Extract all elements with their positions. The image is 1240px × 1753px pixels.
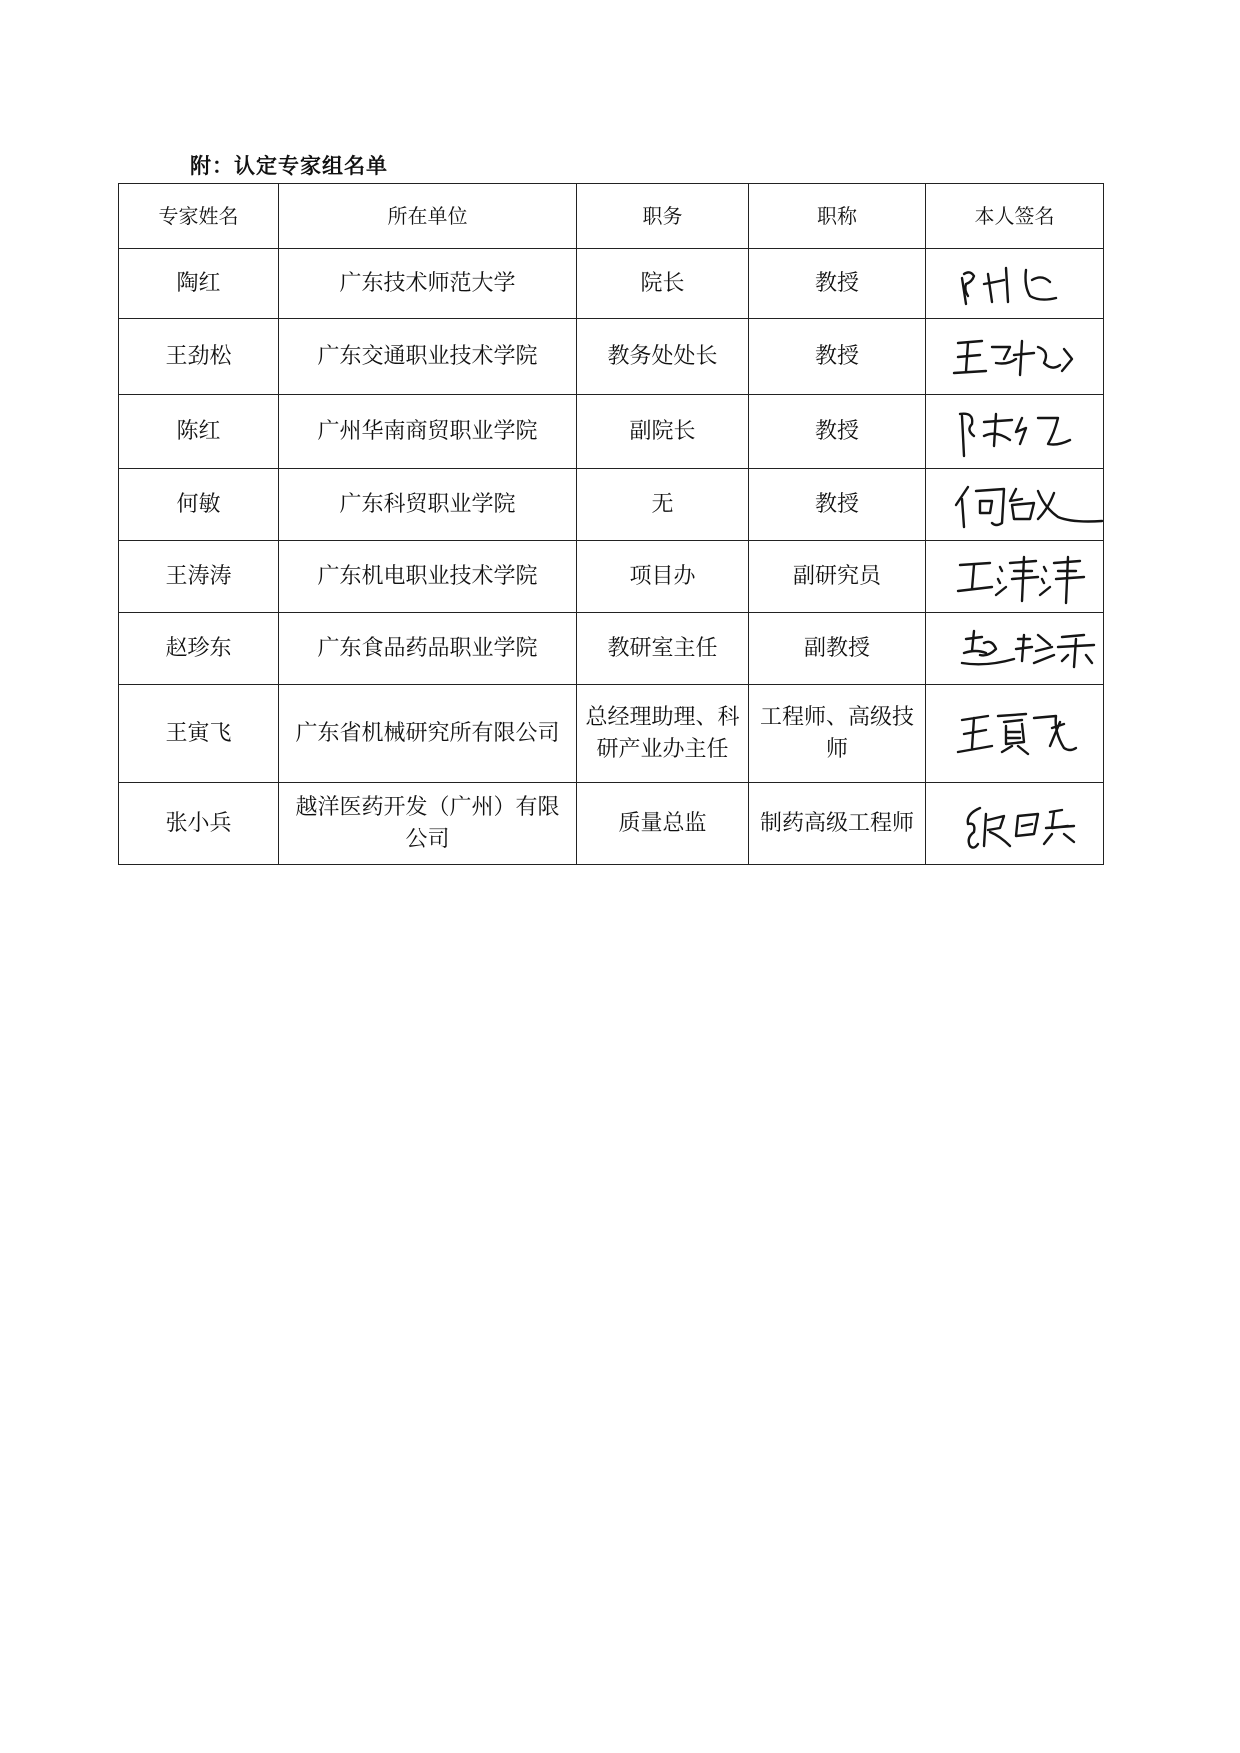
- cell-title: 教授: [749, 249, 926, 319]
- handwritten-signature: [926, 702, 1104, 766]
- cell-position: 总经理助理、科研产业办主任: [577, 685, 749, 783]
- header-expert-name: 专家姓名: [119, 184, 279, 249]
- cell-signature: [926, 613, 1104, 685]
- table-row: [119, 249, 1104, 319]
- table-row: [119, 613, 1104, 685]
- cell-position: 教务处处长: [577, 319, 749, 395]
- handwritten-signature: [926, 792, 1104, 856]
- handwritten-signature: [926, 325, 1104, 389]
- table-row: [119, 469, 1104, 541]
- cell-position: 项目办: [577, 541, 749, 613]
- cell-title: 工程师、高级技师: [749, 685, 926, 783]
- cell-title: 副教授: [749, 613, 926, 685]
- cell-name: 王寅飞: [119, 685, 279, 783]
- cell-title: 教授: [749, 469, 926, 541]
- cell-title: 教授: [749, 319, 926, 395]
- handwritten-signature: [926, 252, 1104, 316]
- cell-signature: [926, 541, 1104, 613]
- cell-position: 无: [577, 469, 749, 541]
- cell-unit: 广东科贸职业学院: [279, 469, 577, 541]
- cell-unit: 广东交通职业技术学院: [279, 319, 577, 395]
- cell-signature: [926, 395, 1104, 469]
- cell-signature: [926, 469, 1104, 541]
- handwritten-signature: [926, 473, 1104, 537]
- cell-name: 张小兵: [119, 783, 279, 865]
- cell-position: 质量总监: [577, 783, 749, 865]
- header-position: 职务: [577, 184, 749, 249]
- table-header-row: [119, 184, 1104, 249]
- cell-name: 王劲松: [119, 319, 279, 395]
- cell-name: 王涛涛: [119, 541, 279, 613]
- handwritten-signature: [926, 545, 1104, 609]
- cell-name: 何敏: [119, 469, 279, 541]
- header-title: 职称: [749, 184, 926, 249]
- table-row: [119, 541, 1104, 613]
- cell-signature: [926, 249, 1104, 319]
- cell-unit: 越洋医药开发（广州）有限公司: [279, 783, 577, 865]
- cell-position: 院长: [577, 249, 749, 319]
- cell-position: 副院长: [577, 395, 749, 469]
- cell-name: 赵珍东: [119, 613, 279, 685]
- cell-name: 陶红: [119, 249, 279, 319]
- cell-signature: [926, 319, 1104, 395]
- cell-title: 副研究员: [749, 541, 926, 613]
- table-row: [119, 319, 1104, 395]
- cell-unit: 广东机电职业技术学院: [279, 541, 577, 613]
- cell-signature: [926, 783, 1104, 865]
- cell-unit: 广东食品药品职业学院: [279, 613, 577, 685]
- handwritten-signature: [926, 400, 1104, 464]
- cell-position: 教研室主任: [577, 613, 749, 685]
- expert-table: [118, 183, 1104, 865]
- cell-unit: 广东省机械研究所有限公司: [279, 685, 577, 783]
- cell-title: 教授: [749, 395, 926, 469]
- handwritten-signature: [926, 617, 1104, 681]
- table-row: [119, 395, 1104, 469]
- cell-unit: 广州华南商贸职业学院: [279, 395, 577, 469]
- cell-title: 制药高级工程师: [749, 783, 926, 865]
- table-row: [119, 783, 1104, 865]
- header-unit: 所在单位: [279, 184, 577, 249]
- cell-signature: [926, 685, 1104, 783]
- document-title: 附：认定专家组名单: [190, 154, 388, 178]
- cell-unit: 广东技术师范大学: [279, 249, 577, 319]
- table-row: [119, 685, 1104, 783]
- cell-name: 陈红: [119, 395, 279, 469]
- header-signature: 本人签名: [926, 184, 1104, 249]
